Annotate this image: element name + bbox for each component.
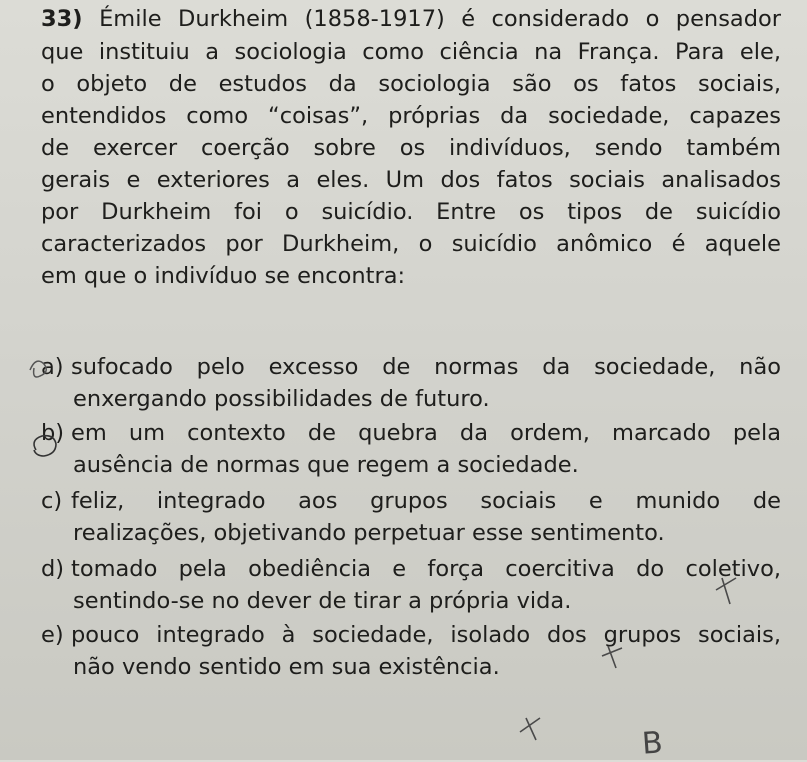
circle-mark-b [34, 436, 56, 456]
option-letter: d) [41, 556, 65, 582]
option-text: sufocado pelo excesso de normas da sociedade, não [71, 354, 781, 380]
stem-text: Émile Durkheim (1858-1917) é considerado o pensador [99, 6, 781, 32]
question-stem-line: que instituiu a sociologia como ciência na França. Para ele, [41, 39, 781, 65]
scribble-mark-a [30, 361, 46, 377]
option-letter: e) [41, 622, 64, 648]
option-b-continuation: ausência de normas que regem a sociedade. [73, 452, 579, 478]
option-letter: c) [41, 488, 63, 514]
x-mark-d [602, 646, 622, 668]
option-letter: a) [41, 354, 64, 380]
x-mark-c [716, 578, 736, 604]
option-text: tomado pela obediência e força coercitiva do coletivo, [71, 556, 781, 582]
option-d-continuation: sentindo-se no dever de tirar a própria vida. [73, 588, 572, 614]
question-number: 33) [41, 6, 83, 32]
question-stem-line: de exercer coerção sobre os indivíduos, sendo também [41, 135, 781, 161]
option-letter: b) [41, 420, 65, 446]
option-c-continuation: realizações, objetivando perpetuar esse sentimento. [73, 520, 665, 546]
question-stem-line: caracterizados por Durkheim, o suicídio anômico é aquele [41, 231, 781, 257]
option-text: feliz, integrado aos grupos sociais e munido de [71, 488, 781, 514]
question-stem-line: gerais e exteriores a eles. Um dos fatos sociais analisados [41, 167, 781, 193]
question-stem-line: em que o indivíduo se encontra: [41, 263, 406, 289]
option-text: pouco integrado à sociedade, isolado dos grupos sociais, [71, 622, 781, 648]
option-text: em um contexto de quebra da ordem, marcado pela [71, 420, 781, 446]
option-e-continuation: não vendo sentido em sua existência. [73, 654, 500, 680]
question-stem-line: por Durkheim foi o suicídio. Entre os tipos de suicídio [41, 199, 781, 225]
handwritten-answer: B [640, 725, 664, 762]
option-a-continuation: enxergando possibilidades de futuro. [73, 386, 490, 412]
question-stem-line: entendidos como “coisas”, próprias da sociedade, capazes [41, 103, 781, 129]
question-stem-line: o objeto de estudos da sociologia são os fatos sociais, [41, 71, 781, 97]
x-mark-e [520, 718, 540, 740]
